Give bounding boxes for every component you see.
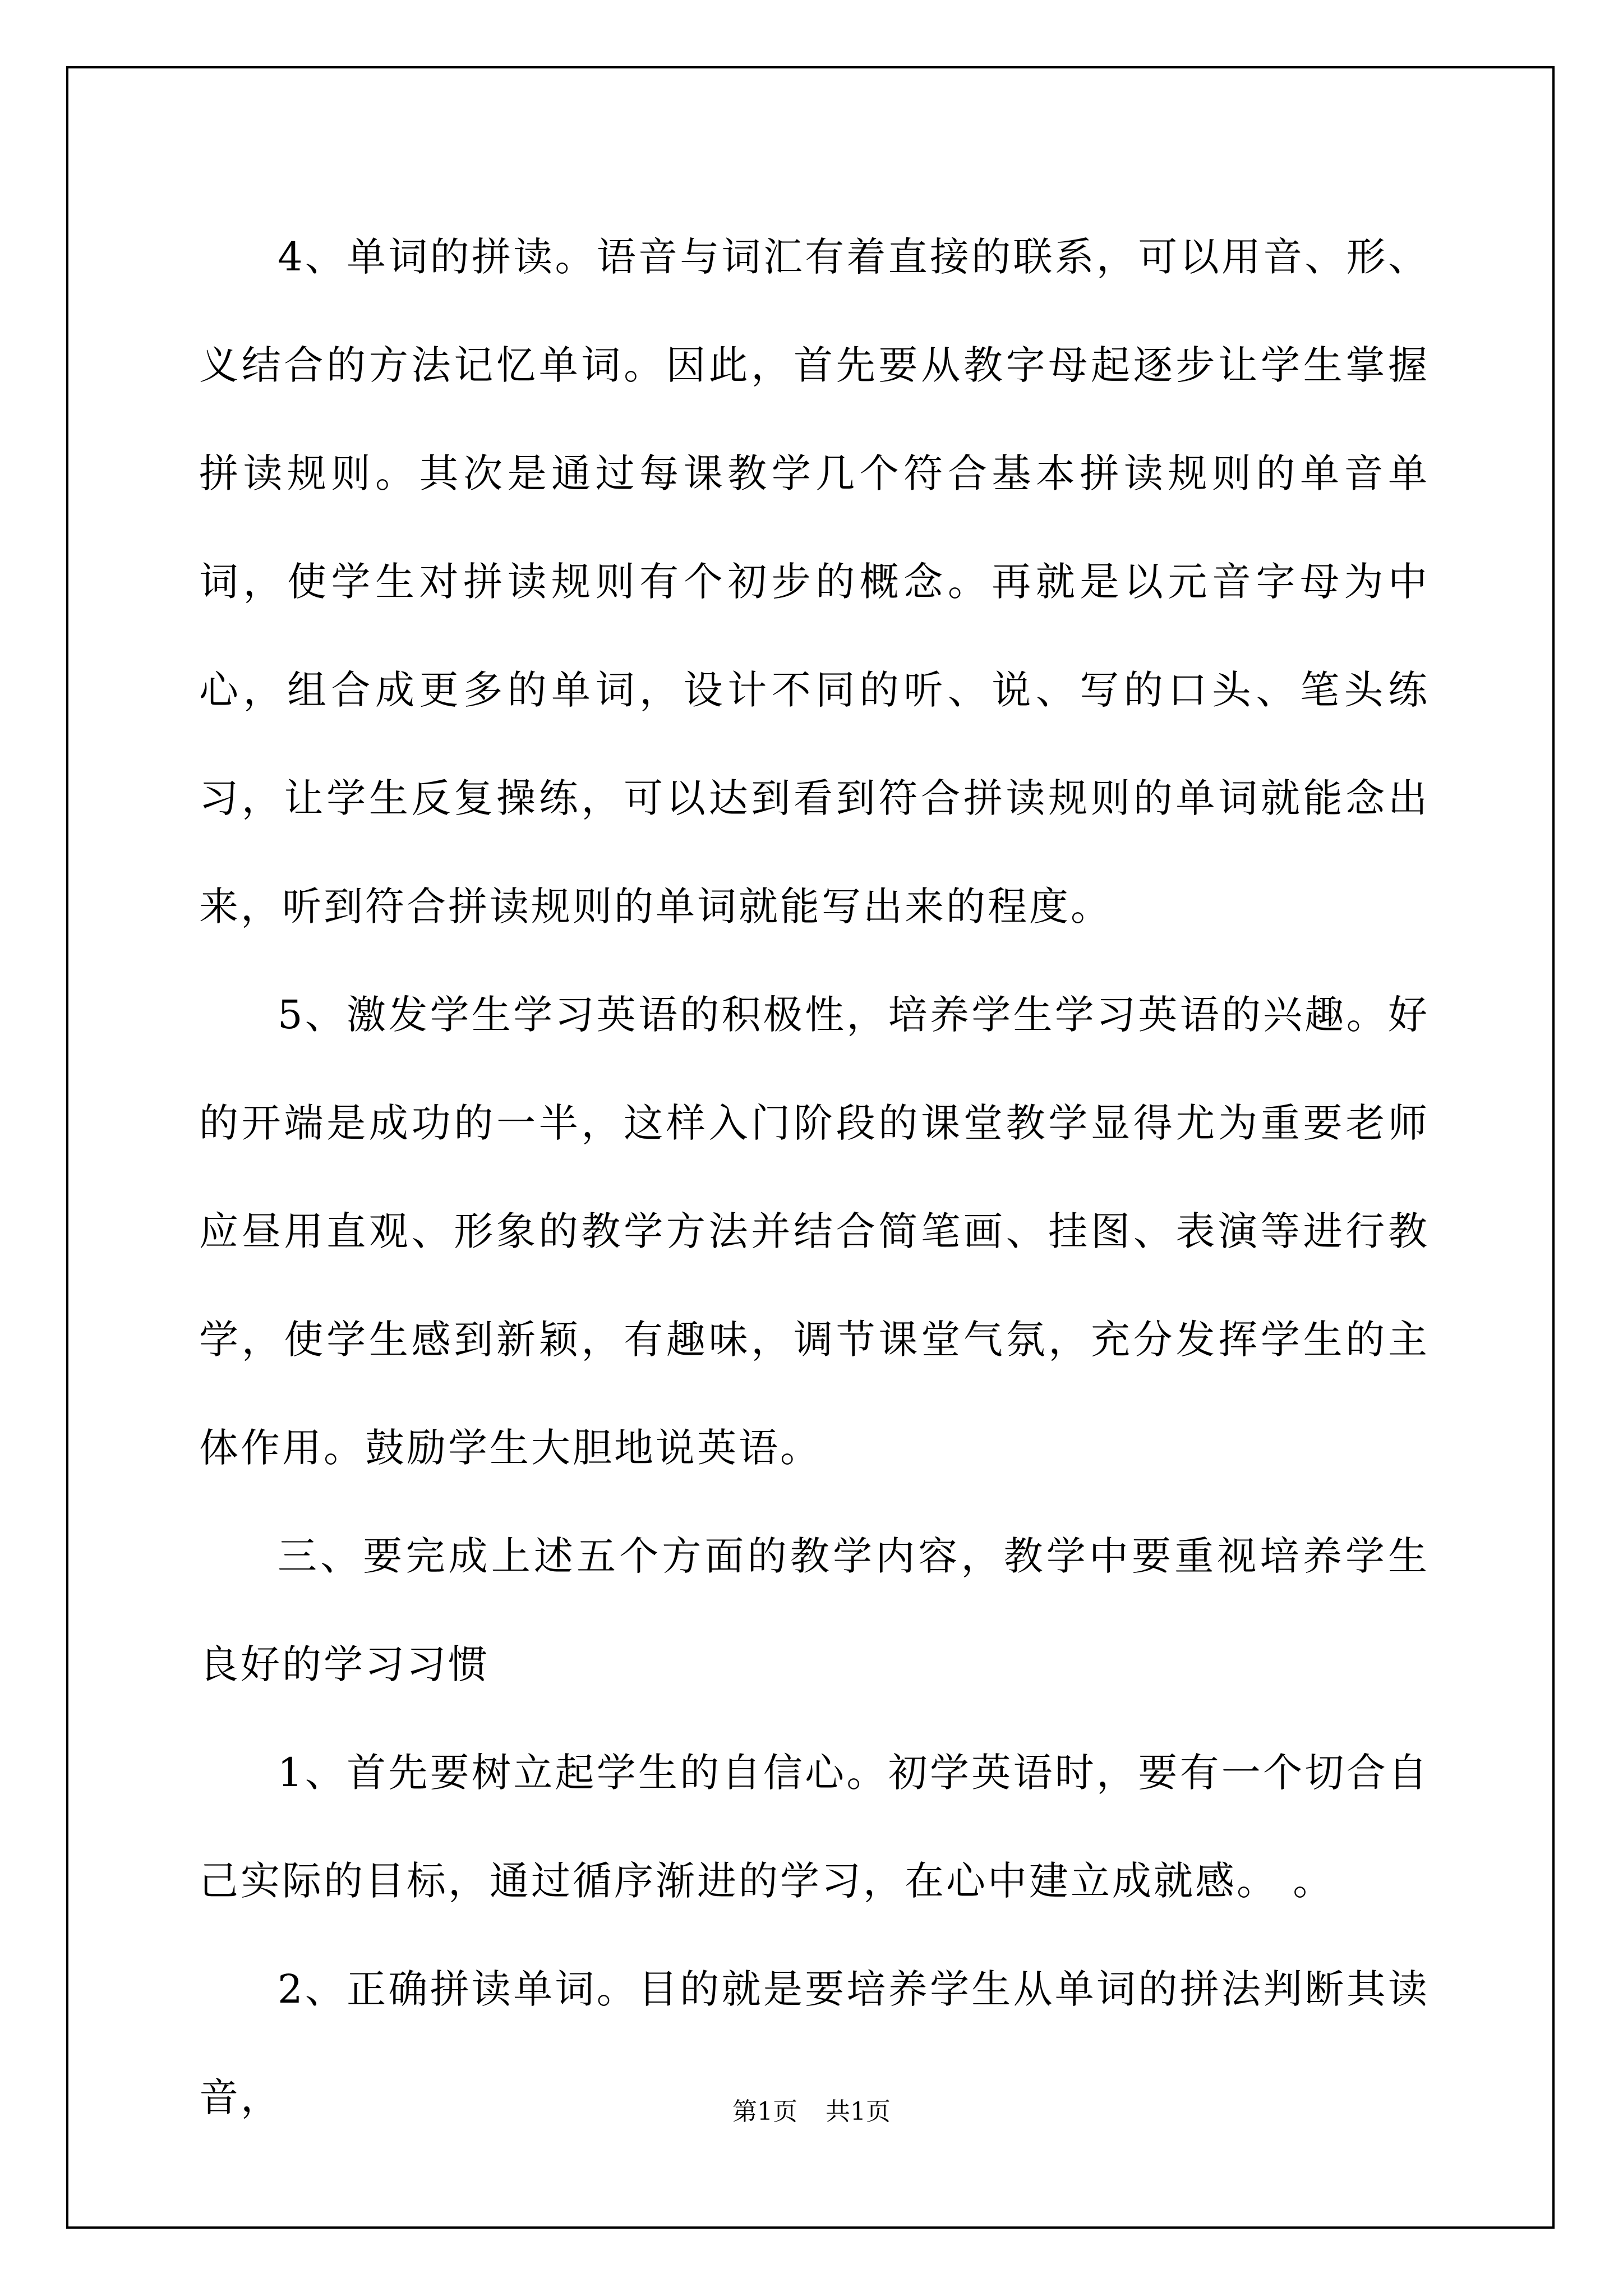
paragraph-1: 4、单词的拼读。语音与词汇有着直接的联系，可以用音、形、义结合的方法记忆单词。因此，首先要从教字母起逐步让学生掌握拼读规则。其次是通过每课教学几个符合基本拼读规则的单音单词，使学生对拼读规则有个初步的概念。再就是以元音字母为中心，组合成更多的单词，设计不同的听、说、写的口头、笔头练习，让学生反复操练，可以达到看到符合拼读规则的单词就能念出来，听到符合拼读规则的单词就能写出来的程度。 xyxy=(199,234,1430,930)
document-body xyxy=(199,203,1430,2152)
paragraph-5: 2、正确拼读单词。目的就是要培养学生从单词的拼法判断其读音， xyxy=(199,1966,1430,2120)
page-footer xyxy=(0,2095,1623,2129)
paragraph-4: 1、首先要树立起学生的自信心。初学英语时，要有一个切合自己实际的目标，通过循序渐进的学习，在心中建立成就感。 。 xyxy=(199,1750,1430,1904)
page-number-current: 第1页 xyxy=(732,2097,797,2126)
paragraph-2: 5、激发学生学习英语的积极性，培养学生学习英语的兴趣。好的开端是成功的一半，这样入门阶段的课堂教学显得尤为重要老师应昼用直观、形象的教学方法并结合简笔画、挂图、表演等进行教学，使学生感到新颖，有趣味，调节课堂气氛，充分发挥学生的主体作用。鼓励学生大胆地说英语。 xyxy=(199,992,1430,1471)
paragraph-3: 三、要完成上述五个方面的教学内容，教学中要重视培养学生良好的学习习惯 xyxy=(199,1533,1430,1687)
page-number-total: 共1页 xyxy=(826,2097,891,2126)
